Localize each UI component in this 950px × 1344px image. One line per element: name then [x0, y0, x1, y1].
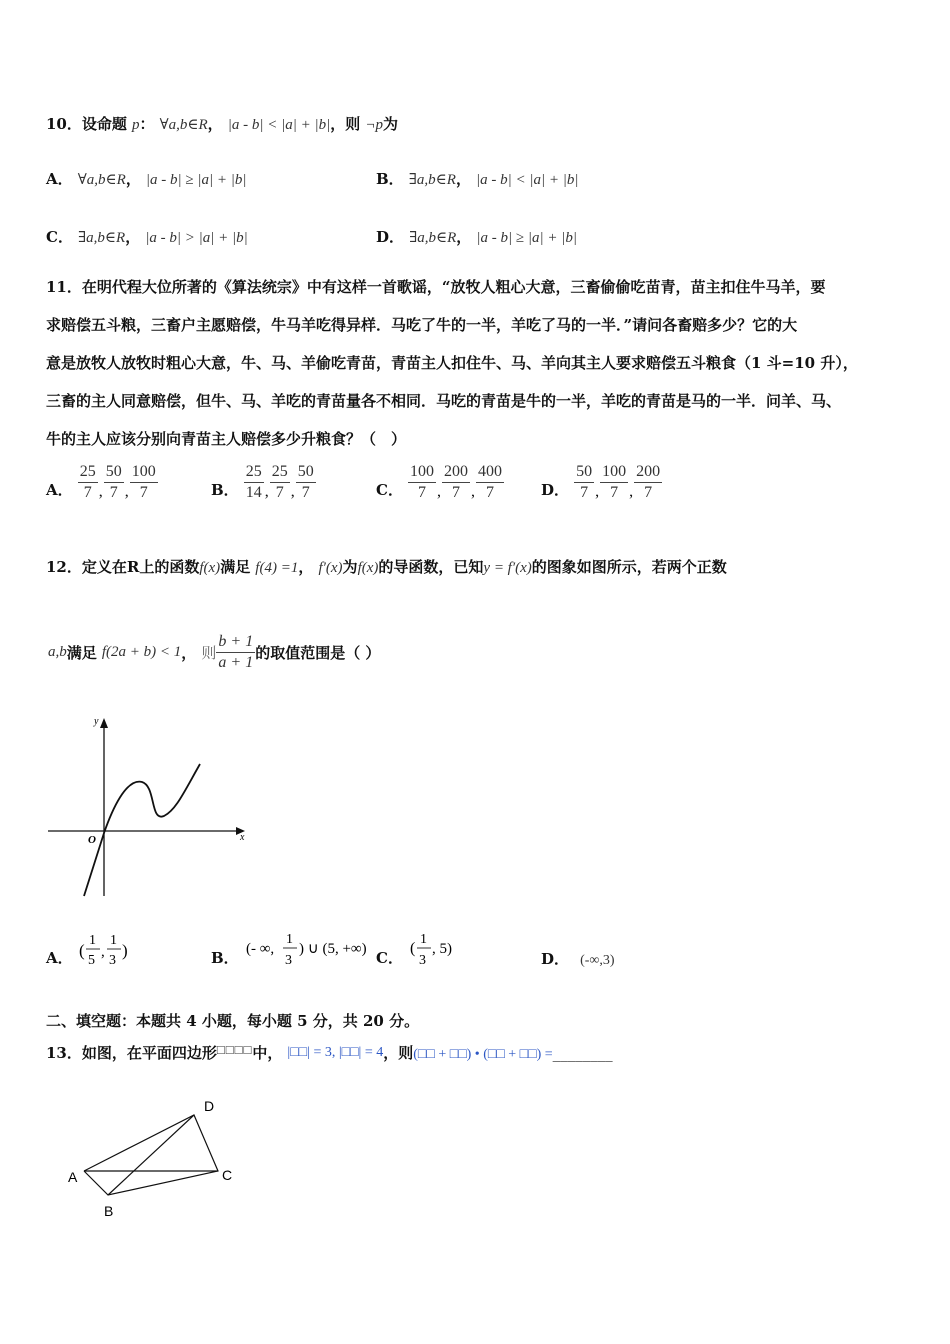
option-quantifier: ∀a,b∈R [77, 172, 126, 188]
q11-line: 三畜的主人同意赔偿，但牛、马、羊吃的青苗量各不相同．马吃的青苗是牛的一半，羊吃的青苗是马的一半．问羊、马、 [46, 392, 842, 410]
svg-text:1: 1 [109, 933, 117, 948]
svg-text:(: ( [410, 940, 416, 957]
fraction: $\frac{400}{7}$ [478, 463, 503, 501]
vertex-d-label: D [204, 1098, 215, 1114]
q12-R: R [126, 558, 140, 576]
fraction: $\frac{200}{7}$ [636, 463, 661, 501]
svg-text:(: ( [78, 941, 85, 960]
fraction: $\frac{25}{14}$ [245, 463, 262, 501]
option-math [244, 928, 384, 972]
svg-text:, 5): , 5) [432, 941, 453, 957]
q10-option-b[interactable]: B． ∃a,b∈R， |a - b| < |a| + |b| [376, 170, 579, 188]
option-inequality: |a - b| ≥ |a| + |b| [145, 172, 247, 188]
svg-text:) ∪ (5, +∞): ) ∪ (5, +∞) [298, 941, 367, 957]
q10-inequality: |a - b| < |a| + |b| [227, 117, 331, 133]
q12-condition: f(2a + b) < 1 [101, 644, 182, 660]
option-label: B． [376, 170, 404, 188]
q12-option-d[interactable] [541, 948, 615, 969]
q11-option-d[interactable]: D． $\frac{50}{7}$ , $\frac{100}{7}$ , $\frac{200}{7}$ [541, 463, 661, 501]
svg-text:3: 3 [108, 953, 116, 968]
fraction: $\frac{100}{7}$ [131, 463, 156, 501]
q13-text: ，则 [383, 1044, 414, 1062]
q10-condition: ∀a,b∈R [159, 117, 208, 133]
q11-option-b[interactable]: B． $\frac{25}{14}$ , $\frac{25}{7}$ , $\frac{50}{7}$ [211, 463, 314, 501]
svg-text:): ) [121, 941, 128, 960]
fraction: $\frac{b + 1}{a + 1}$ [218, 633, 254, 671]
option-label: C． [376, 948, 403, 967]
vertex-a-label: A [68, 1169, 78, 1185]
svg-text:3: 3 [419, 953, 427, 968]
q12-ab: a,b [48, 644, 67, 660]
vertex-b-label: B [104, 1203, 114, 1219]
svg-text:1: 1 [285, 932, 293, 947]
option-text: (-∞,3) [580, 953, 615, 968]
fraction: $\frac{50}{7}$ [576, 463, 593, 501]
y-axis-arrow [100, 718, 108, 728]
fraction: $\frac{50}{7}$ [105, 463, 122, 501]
option-label: C． [46, 228, 73, 246]
q12-text: ， [298, 558, 314, 576]
q13-stem [46, 1042, 613, 1063]
option-quantifier: ∃a,b∈R [408, 172, 456, 188]
q13-answer-blank[interactable]: ________ [552, 1044, 613, 1062]
origin-label: O [88, 834, 96, 846]
fraction: $\frac{200}{7}$ [444, 463, 469, 501]
option-label: D． [541, 481, 570, 499]
fraction: $\frac{25}{7}$ [271, 463, 288, 501]
q12-stem-line1 [46, 556, 727, 577]
q10-not-p: ¬p [365, 117, 383, 133]
option-inequality: |a - b| < |a| + |b| [476, 172, 579, 188]
q13-quadrilateral-name: □□□□ [216, 1042, 253, 1057]
q10-option-c[interactable]: C． ∃a,b∈R， |a - b| > |a| + |b| [46, 228, 248, 246]
option-quantifier: ∃a,b∈R [78, 230, 126, 246]
q10-stem [46, 113, 398, 134]
q12-ze: 则 [201, 646, 217, 662]
q12-text: ， [181, 644, 197, 662]
option-label: D． [541, 950, 570, 968]
svg-text:5: 5 [87, 953, 95, 968]
option-label: B． [211, 948, 239, 967]
q12-y-fprime: y = f′(x) [483, 560, 532, 576]
section-heading: 二、填空题：本题共 4 小题，每小题 5 分，共 20 分。 [46, 1012, 420, 1030]
option-math [408, 928, 468, 972]
q10-option-d[interactable]: D． ∃a,b∈R， |a - b| ≥ |a| + |b| [376, 228, 577, 246]
q12-text: 为 [342, 558, 358, 576]
q12-text: 满足 [220, 558, 251, 576]
q12-stem-line2 [48, 632, 380, 673]
q13-expression: (□□ + □□) • (□□ + □□) = [413, 1047, 553, 1062]
derivative-curve [84, 764, 200, 896]
fraction: $\frac{100}{7}$ [602, 463, 627, 501]
fraction: $\frac{25}{7}$ [79, 463, 96, 501]
q12-fprime: f′(x) [318, 560, 343, 576]
q10-wei: 为 [383, 115, 399, 133]
svg-text:(- ∞,: (- ∞, [245, 941, 274, 957]
q12-option-c[interactable] [376, 928, 468, 972]
q13-condition: |□□| = 3, |□□| = 4 [287, 1045, 384, 1060]
fraction: $\frac{50}{7}$ [297, 463, 314, 501]
svg-text:3: 3 [284, 953, 292, 968]
q12-text: 上的函数 [139, 558, 200, 576]
q10-colon: ： [139, 115, 155, 133]
q12-f4: f(4) =1 [255, 560, 299, 576]
option-quantifier: ∃a,b∈R [409, 230, 457, 246]
q12-number: 12．定义在 [46, 558, 127, 576]
svg-text:1: 1 [420, 932, 428, 947]
option-label: A． [46, 481, 73, 499]
option-math [78, 928, 130, 972]
diagonal-bd [108, 1115, 194, 1195]
q11-option-a[interactable]: A． $\frac{25}{7}$ , $\frac{50}{7}$ , $\frac{100}{7}$ [46, 463, 156, 501]
q12-option-a[interactable] [46, 928, 130, 972]
option-label: D． [376, 228, 405, 246]
x-axis-label: x [240, 832, 245, 843]
quadrilateral-figure [60, 1092, 250, 1222]
q10-p: p [131, 117, 140, 133]
q10-option-a[interactable]: A． ∀a,b∈R， |a - b| ≥ |a| + |b| [46, 170, 247, 188]
q12-fx: f(x) [357, 560, 379, 576]
derivative-graph [44, 710, 254, 902]
q11-stem [46, 268, 916, 458]
q10-then: ，则 [330, 115, 361, 133]
q13-text: 中， [252, 1044, 283, 1062]
q12-text: 的导函数，已知 [378, 558, 484, 576]
q11-line: 11．在明代程大位所著的《算法统宗》中有这样一首歌谣，“放牧人粗心大意，三畜偷偷吃苗青，苗主扣住牛马羊，要 [46, 278, 826, 296]
q12-text: 满足 [66, 644, 97, 662]
option-inequality: |a - b| ≥ |a| + |b| [476, 230, 577, 246]
svg-text:,: , [100, 944, 105, 960]
q12-text: 的取值范围是（ ） [255, 644, 381, 662]
q10-number: 10． [46, 115, 82, 133]
option-label: A． [46, 170, 73, 188]
q11-line: 求赔偿五斗粮，三畜户主愿赔偿，牛马羊吃得异样．马吃了牛的一半，羊吃了马的一半．”请问各畜赔多少？它的大 [46, 316, 798, 334]
q12-text: 的图象如图所示，若两个正数 [531, 558, 727, 576]
option-label: B． [211, 481, 239, 499]
q11-line: 意是放牧人放牧时粗心大意，牛、马、羊偷吃青苗，青苗主人扣住牛、马、羊向其主人要求赔偿五斗粮食（1 斗=10 升）， [46, 354, 858, 372]
option-label: C． [376, 481, 403, 499]
q13-text: 13．如图，在平面四边形 [46, 1044, 217, 1062]
q11-line: 牛的主人应该分别向青苗主人赔偿多少升粮食？（ ） [46, 430, 407, 448]
q12-option-b[interactable] [211, 928, 384, 972]
option-inequality: |a - b| > |a| + |b| [145, 230, 248, 246]
q11-option-c[interactable]: C． $\frac{100}{7}$ , $\frac{200}{7}$ , $\frac{400}{7}$ [376, 463, 503, 501]
option-label: A． [46, 948, 73, 967]
q12-fx: f(x) [199, 560, 221, 576]
vertex-c-label: C [222, 1167, 233, 1183]
q10-comma: ， [207, 115, 223, 133]
fraction: $\frac{100}{7}$ [410, 463, 435, 501]
svg-text:1: 1 [88, 933, 96, 948]
y-axis-label: y [94, 716, 99, 727]
q10-text: 设命题 [81, 115, 127, 133]
